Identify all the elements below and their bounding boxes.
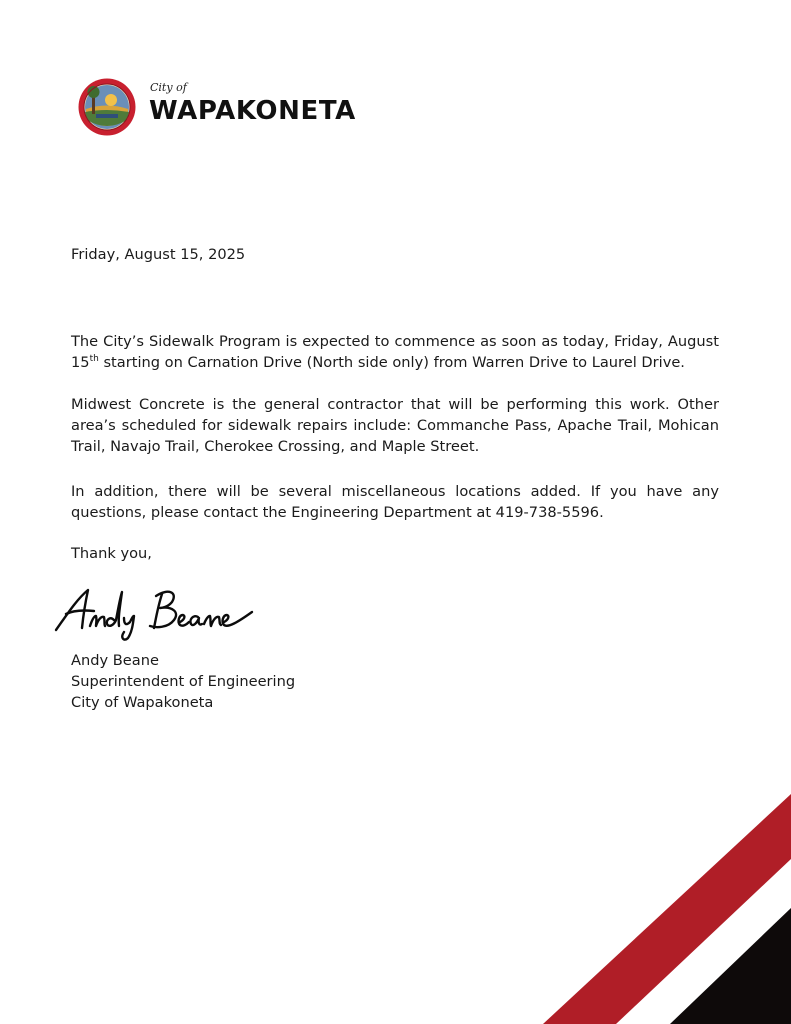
signer-name: Andy Beane — [71, 652, 159, 669]
handwritten-signature — [52, 582, 262, 642]
signature-block — [71, 650, 295, 713]
paragraph-1-text-start: The City’s Sidewalk Program is expected to commence as soon as today, Friday, August 15 — [71, 333, 719, 371]
letter-paragraph-2: Midwest Concrete is the general contractor that will be performing this work. Other area’s scheduled for sidewalk repairs include: Commanche Pass, Apache Trail, Mohican Trail, Navajo Trail, Cherokee Crossing, and Maple Street. — [71, 396, 719, 455]
signer-organization: City of Wapakoneta — [71, 694, 214, 711]
letter-date: Friday, August 15, 2025 — [71, 246, 246, 263]
ordinal-suffix: th — [89, 354, 99, 364]
letter-paragraph-3: In addition, there will be several miscellaneous locations added. If you have any questions, please contact the Engineering Department at 419-738-5596. — [71, 483, 719, 521]
letter-closing: Thank you, — [71, 545, 152, 562]
letterhead — [78, 78, 398, 140]
signer-title: Superintendent of Engineering — [71, 673, 296, 690]
paragraph-1-text-end: starting on Carnation Drive (North side only) from Warren Drive to Laurel Drive. — [98, 354, 685, 371]
letter-paragraph-1 — [71, 331, 719, 373]
city-seal-icon — [78, 78, 136, 136]
red-stripe — [543, 794, 791, 1024]
city-of-label: City of — [150, 81, 187, 94]
black-stripe — [670, 908, 791, 1024]
city-name-logo: WAPAKONETA — [149, 96, 356, 126]
